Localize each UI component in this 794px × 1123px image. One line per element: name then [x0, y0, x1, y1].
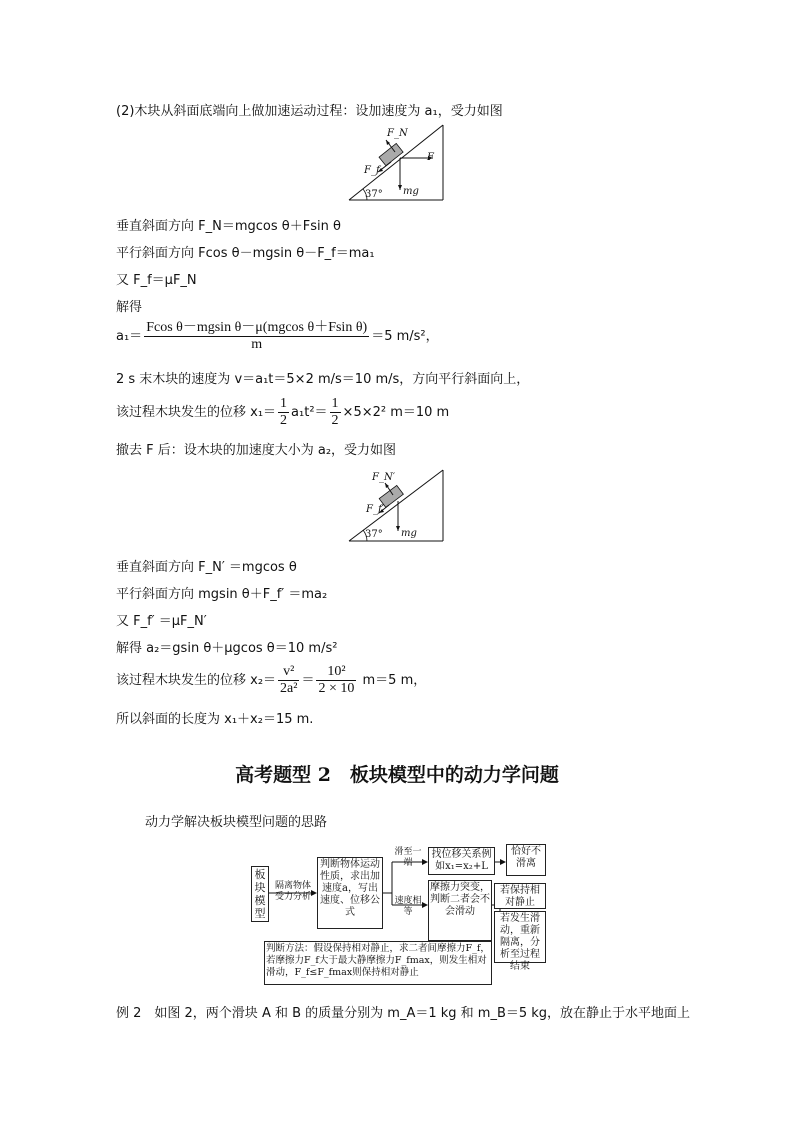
x2-post: m＝5 m， [358, 673, 427, 688]
line-perp-2: 垂直斜面方向 F_N′ ＝mgcos θ [116, 560, 297, 575]
a1-denominator: m [251, 337, 263, 352]
line-remove-force: 撤去 F 后：设木块的加速度大小为 a₂，受力如图 [116, 443, 397, 458]
x1-frac1-num: 1 [280, 396, 288, 411]
line-para-2: 平行斜面方向 mgsin θ＋F_f′ ＝ma₂ [116, 587, 328, 602]
fig1-angle-label: 37° [365, 189, 383, 200]
x1-prefix: 该过程木块发生的位移 x₁＝ [116, 405, 277, 420]
line-incline-length: 所以斜面的长度为 x₁＋x₂＝15 m. [116, 712, 314, 727]
flow-judge-method: 判断方法：假设保持相对静止，求二者间摩擦力F_f，若摩擦力F_f大于最大静摩擦力F_fmax，则发生相对滑动，F_f≤F_fmax则保持相对静止 [264, 941, 492, 985]
flow-slide-end-label: 滑至一端 [394, 847, 422, 868]
fig2-ff-label: F_f′ [366, 504, 384, 515]
line-a2-result: 解得 a₂＝gsin θ＋μgcos θ＝10 m/s² [116, 641, 338, 656]
flow-relative-slide: 若发生滑动，重新隔离，分析至过程结束 [494, 911, 546, 963]
a1-lhs: a₁＝ [116, 329, 143, 344]
example-2-text: 例 2 如图 2，两个滑块 A 和 B 的质量分别为 m_A＝1 kg 和 m_B＝5 kg，放在静止于水平地面上 [116, 1006, 691, 1021]
line-para-1: 平行斜面方向 Fcos θ－mgsin θ－F_f＝ma₁ [116, 246, 375, 261]
x2-frac2-num: 10² [316, 664, 356, 681]
flow-judge-motion: 判断物体运动性质，求出加速度a，写出速度、位移公式 [317, 857, 383, 929]
section-subtitle: 动力学解决板块模型问题的思路 [145, 815, 328, 830]
flow-friction-change: 摩擦力突变，判断二者会不会滑动 [428, 880, 492, 941]
line-process-1: (2)木块从斜面底端向上做加速运动过程：设加速度为 a₁，受力如图 [116, 104, 503, 119]
line-solve-label: 解得 [116, 300, 143, 315]
x1-frac2-den: 2 [331, 413, 339, 428]
line-velocity: 2 s 末木块的速度为 v＝a₁t＝5×2 m/s＝10 m/s，方向平行斜面向上， [116, 372, 530, 387]
x2-frac1-den: 2a² [280, 681, 298, 696]
fig2-angle-label: 37° [365, 529, 383, 540]
fig1-f-label: F [427, 152, 434, 163]
x1-frac2-num: 1 [331, 396, 339, 411]
x2-frac1-num: v² [278, 664, 299, 681]
line-perp-1: 垂直斜面方向 F_N＝mgcos θ＋Fsin θ [116, 219, 341, 234]
x1-post: ×5×2² m＝10 m [342, 405, 450, 420]
a1-numerator: Fcos θ－mgsin θ－μ(mgcos θ＋Fsin θ) [146, 320, 368, 335]
section-title: 高考题型 2 板块模型中的动力学问题 [235, 764, 559, 786]
fig2-mg-label: mg [401, 528, 417, 539]
flow-displacement-relation: 找位移关系例如x₁=x₂+L [428, 847, 495, 875]
line-friction-2: 又 F_f′ ＝μF_N′ [116, 614, 207, 629]
line-friction-1: 又 F_f＝μF_N [116, 273, 197, 288]
fig1-fn-label: F_N [387, 128, 408, 139]
x2-frac2-den: 2 × 10 [318, 681, 355, 696]
x1-frac1-den: 2 [280, 413, 288, 428]
x1-mid: a₁t²＝ [291, 405, 328, 420]
flow-equal-speed-label: 速度相等 [394, 896, 422, 917]
x2-eq: ＝ [301, 673, 315, 688]
fig1-mg-label: mg [403, 186, 419, 197]
fig2-fn-label: F_N′ [372, 472, 395, 483]
flow-isolate-label: 隔离物体受力分析 [274, 881, 311, 902]
flow-board-model: 板块模型 [251, 866, 269, 922]
flow-just-not-slide: 恰好不滑离 [506, 844, 546, 876]
fig1-ff-label: F_f [364, 165, 380, 176]
a1-rhs: ＝5 m/s²， [371, 329, 439, 344]
x2-prefix: 该过程木块发生的位移 x₂＝ [116, 673, 277, 688]
flow-stay-static: 若保持相对静止 [494, 883, 546, 909]
